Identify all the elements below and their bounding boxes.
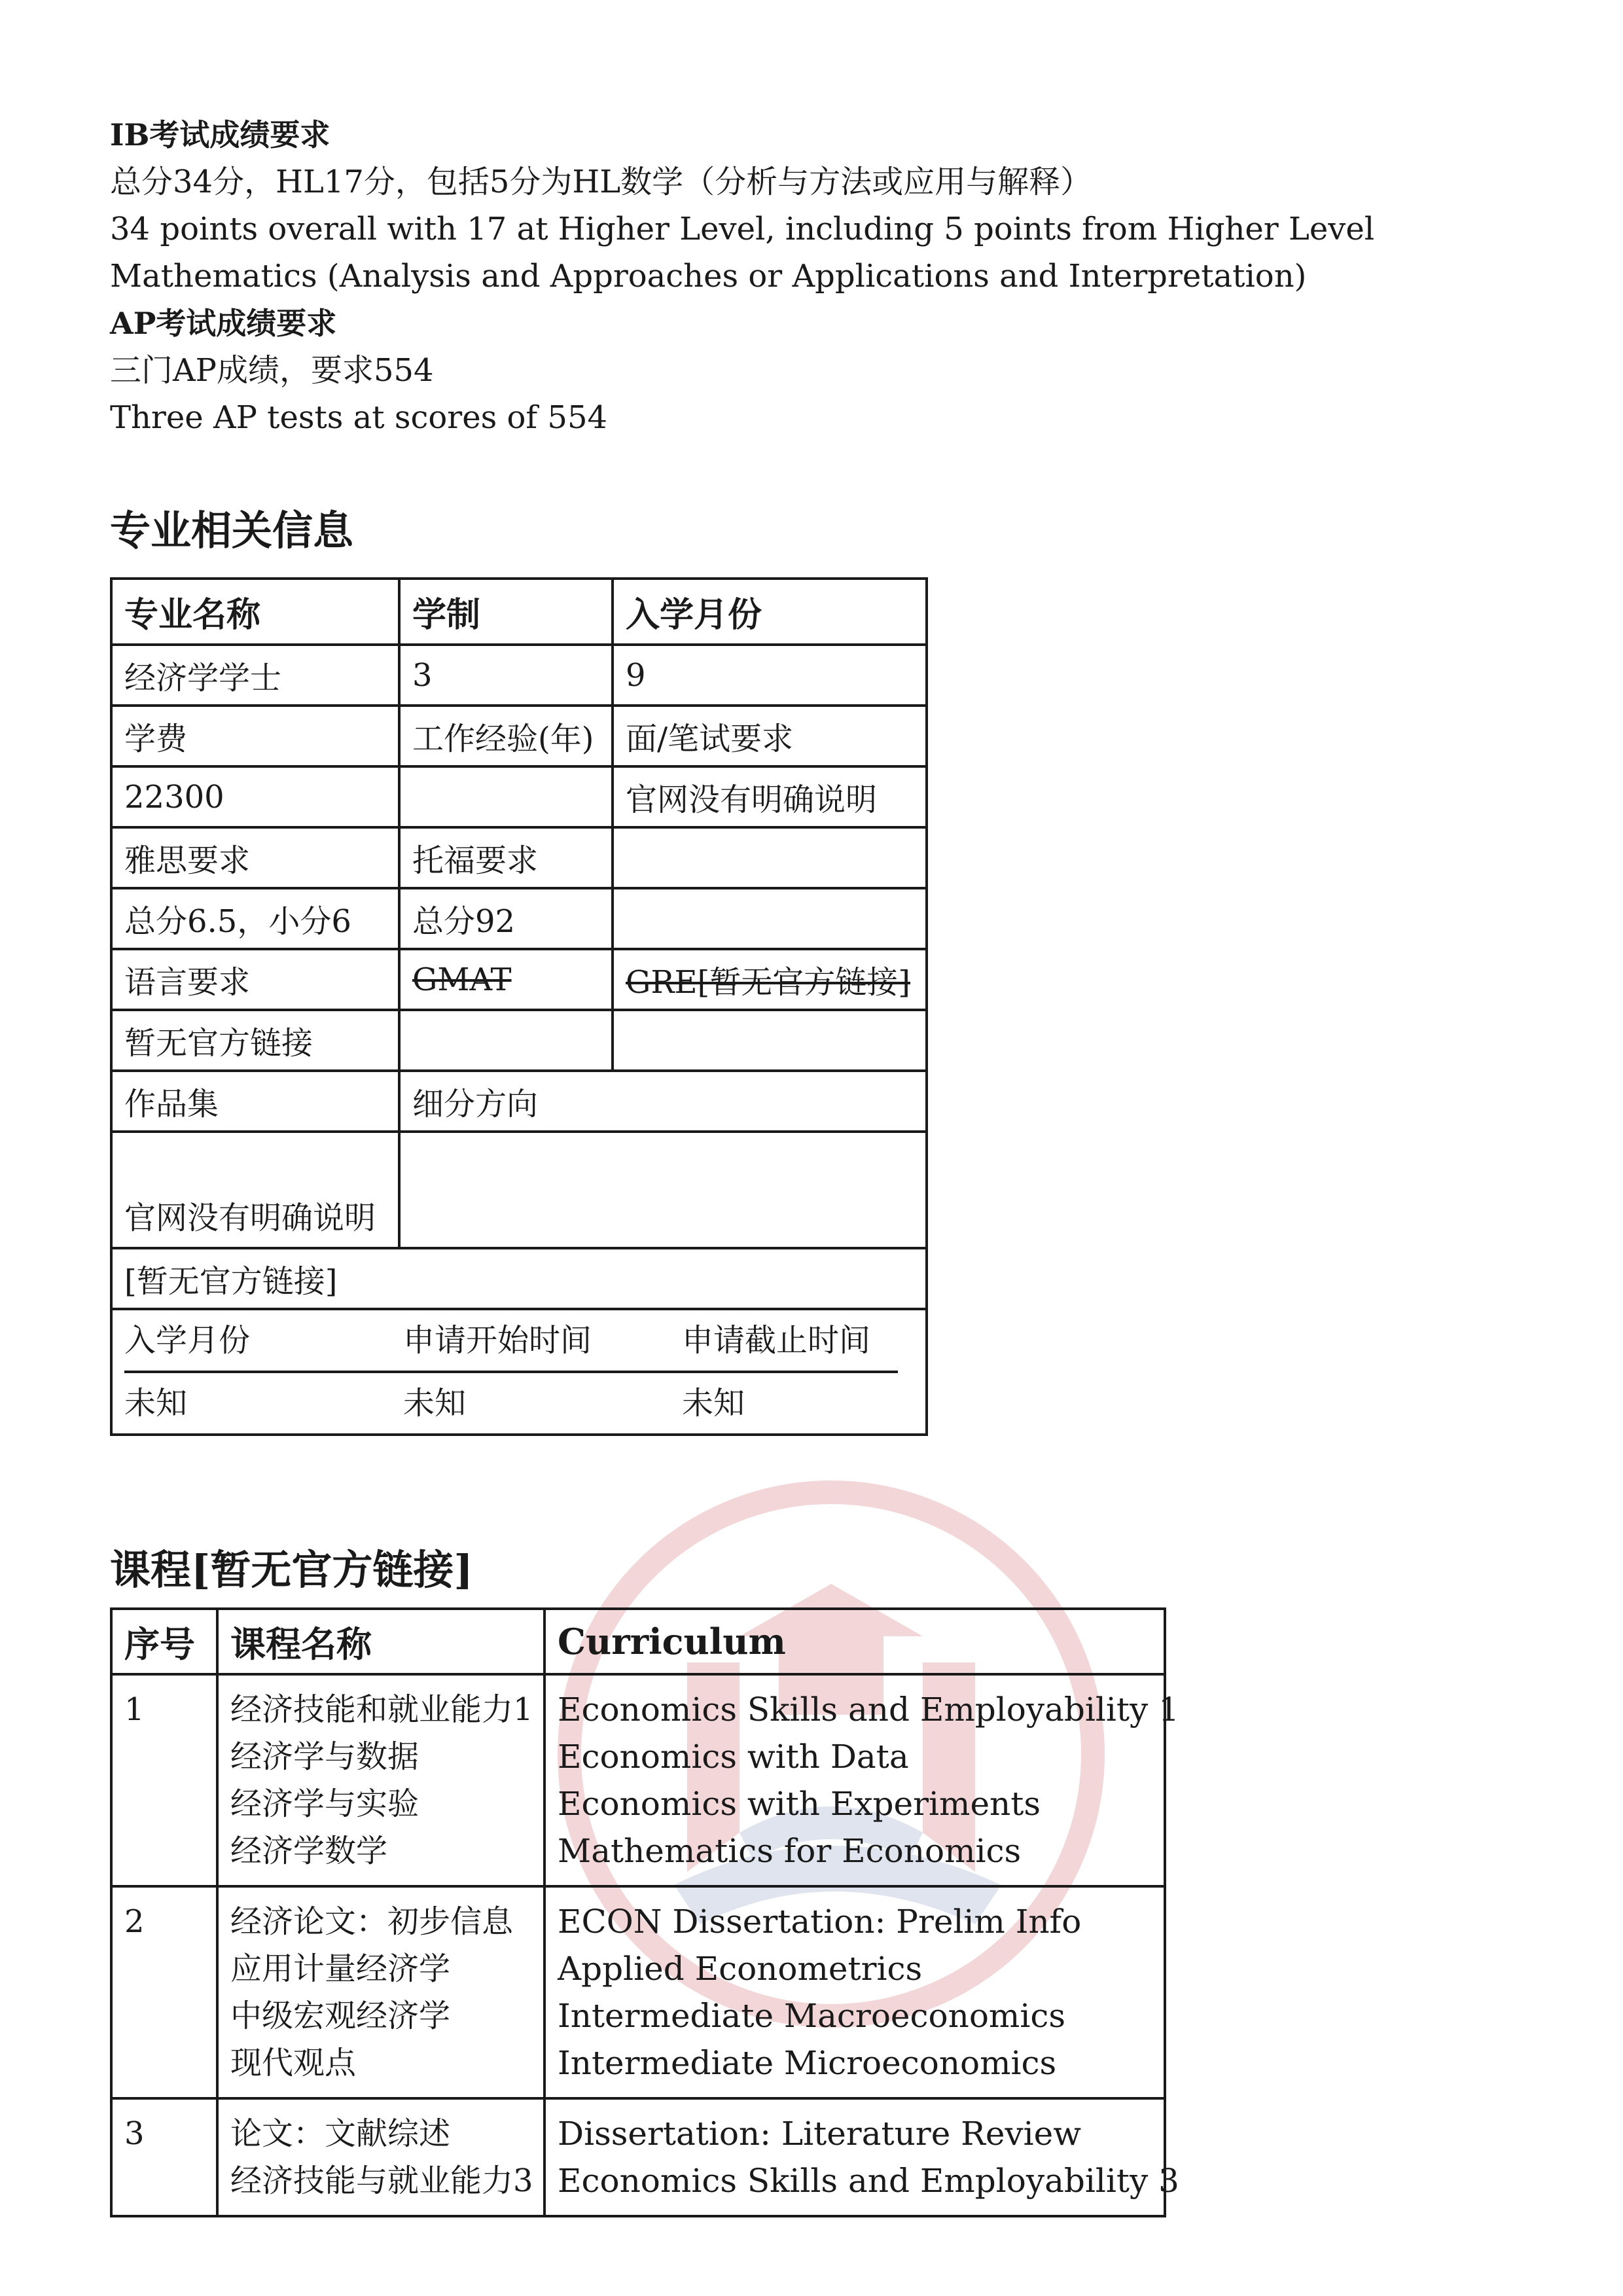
table-cell: 工作经验(年) — [399, 706, 613, 766]
table-row — [111, 579, 927, 645]
dates-header-start: 申请开始时间 — [403, 1310, 682, 1373]
header-number: 序号 — [111, 1609, 217, 1674]
header-duration: 学制 — [399, 579, 613, 645]
course-number-text: 3 — [124, 2115, 145, 2152]
table-cell — [613, 827, 927, 888]
course-names-en — [544, 2098, 1179, 2216]
table-cell — [399, 1010, 613, 1071]
course-names-en — [544, 1886, 1165, 2098]
table-row — [111, 1609, 1165, 1674]
course-en: Economics with Experiments — [558, 1785, 1041, 1823]
course-number — [111, 1886, 217, 2098]
course-names-en — [544, 1674, 1179, 1886]
course-en: Intermediate Macroeconomics — [558, 1997, 1066, 2035]
ib-requirement-cn: 总分34分，HL17分，包括5分为HL数学（分析与方法或应用与解释） — [110, 164, 1092, 200]
dates-value-intake: 未知 — [124, 1385, 188, 1422]
document-page — [110, 111, 1510, 2217]
table-row — [111, 1010, 927, 1071]
ib-heading: IB考试成绩要求 — [110, 117, 330, 152]
course-cn: 应用计量经济学 — [230, 1950, 451, 1987]
table-row — [111, 1132, 927, 1248]
header-course-name: 课程名称 — [217, 1609, 544, 1674]
table-cell — [399, 766, 613, 827]
program-info-table — [110, 577, 928, 1436]
ap-requirement-en: Three AP tests at scores of 554 — [110, 399, 608, 436]
course-cn: 经济学与实验 — [230, 1785, 419, 1822]
table-cell: 面/笔试要求 — [613, 706, 927, 766]
table-cell: 22300 — [111, 766, 399, 827]
table-cell: 总分6.5，小分6 — [111, 888, 399, 949]
table-row — [111, 888, 927, 949]
ib-requirement-en-2: Mathematics (Analysis and Approaches or Applications and Interpretation) — [110, 258, 1307, 295]
dates-cell — [111, 1309, 927, 1435]
table-row — [111, 2098, 1165, 2216]
table-cell: 3 — [399, 645, 613, 706]
table-row — [111, 645, 927, 706]
table-row — [111, 766, 927, 827]
course-en: Mathematics for Economics — [558, 1832, 1022, 1870]
gmat-strikethrough: GMAT — [412, 961, 512, 998]
dates-value-start: 未知 — [403, 1385, 467, 1422]
course-names-cn — [217, 2098, 544, 2216]
course-names-cn — [217, 1886, 544, 2098]
course-number — [111, 1674, 217, 1886]
course-number-text: 2 — [124, 1903, 145, 1940]
table-row — [111, 706, 927, 766]
table-cell-gmat — [399, 949, 613, 1010]
table-cell: 学费 — [111, 706, 399, 766]
dates-grid — [124, 1310, 914, 1433]
table-row — [111, 827, 927, 888]
course-cn: 论文：文献综述 — [230, 2115, 451, 2152]
table-cell — [399, 1132, 927, 1248]
ap-heading: AP考试成绩要求 — [110, 306, 337, 341]
dates-header-deadline: 申请截止时间 — [682, 1310, 898, 1373]
course-en: ECON Dissertation: Prelim Info — [558, 1903, 1082, 1941]
table-cell — [613, 888, 927, 949]
table-cell: 托福要求 — [399, 827, 613, 888]
gre-strikethrough: GRE[暂无官方链接] — [626, 964, 910, 1001]
course-en: Economics Skills and Employability 1 — [558, 1691, 1179, 1729]
table-row — [111, 1309, 927, 1435]
course-en: Applied Econometrics — [558, 1950, 923, 1988]
header-intake-month: 入学月份 — [613, 579, 927, 645]
dates-header-intake: 入学月份 — [124, 1310, 403, 1373]
course-number-text: 1 — [124, 1691, 145, 1728]
table-cell — [613, 1010, 927, 1071]
course-cn: 经济论文：初步信息 — [230, 1903, 514, 1940]
dates-value-deadline: 未知 — [682, 1385, 745, 1422]
course-cn: 经济技能和就业能力1 — [230, 1691, 533, 1728]
table-cell: 作品集 — [111, 1071, 399, 1132]
program-info-title: 专业相关信息 — [110, 507, 354, 554]
table-cell: 细分方向 — [399, 1071, 927, 1132]
course-en: Intermediate Microeconomics — [558, 2044, 1057, 2082]
header-major-name: 专业名称 — [111, 579, 399, 645]
table-cell-portfolio-link: [暂无官方链接] — [111, 1248, 927, 1309]
course-cn: 中级宏观经济学 — [230, 1998, 451, 2034]
course-cn: 经济学与数据 — [230, 1738, 419, 1775]
table-cell: 暂无官方链接 — [111, 1010, 399, 1071]
table-cell: 雅思要求 — [111, 827, 399, 888]
table-cell: 9 — [613, 645, 927, 706]
table-cell: 语言要求 — [111, 949, 399, 1010]
table-row — [111, 949, 927, 1010]
curriculum-title: 课程[暂无官方链接] — [110, 1546, 473, 1594]
table-cell: 总分92 — [399, 888, 613, 949]
table-row — [111, 1886, 1165, 2098]
course-en: Economics with Data — [558, 1738, 909, 1776]
table-cell: 经济学学士 — [111, 645, 399, 706]
course-cn: 现代观点 — [230, 2045, 357, 2081]
course-en: Economics Skills and Employability 3 — [558, 2162, 1179, 2200]
table-row — [111, 1071, 927, 1132]
course-en: Dissertation: Literature Review — [558, 2115, 1082, 2153]
table-row — [111, 1248, 927, 1309]
course-number — [111, 2098, 217, 2216]
table-cell: 官网没有明确说明 — [111, 1132, 399, 1248]
ib-requirement-en-1: 34 points overall with 17 at Higher Level, including 5 points from Higher Level — [110, 211, 1375, 247]
curriculum-table — [110, 1607, 1179, 2217]
header-curriculum: Curriculum — [544, 1609, 1165, 1674]
table-row — [111, 1674, 1165, 1886]
course-cn: 经济技能与就业能力3 — [230, 2162, 533, 2199]
course-names-cn — [217, 1674, 544, 1886]
ap-requirement-cn: 三门AP成绩，要求554 — [110, 352, 434, 389]
course-cn: 经济学数学 — [230, 1833, 388, 1869]
table-cell-gre — [613, 949, 927, 1010]
table-cell: 官网没有明确说明 — [613, 766, 927, 827]
